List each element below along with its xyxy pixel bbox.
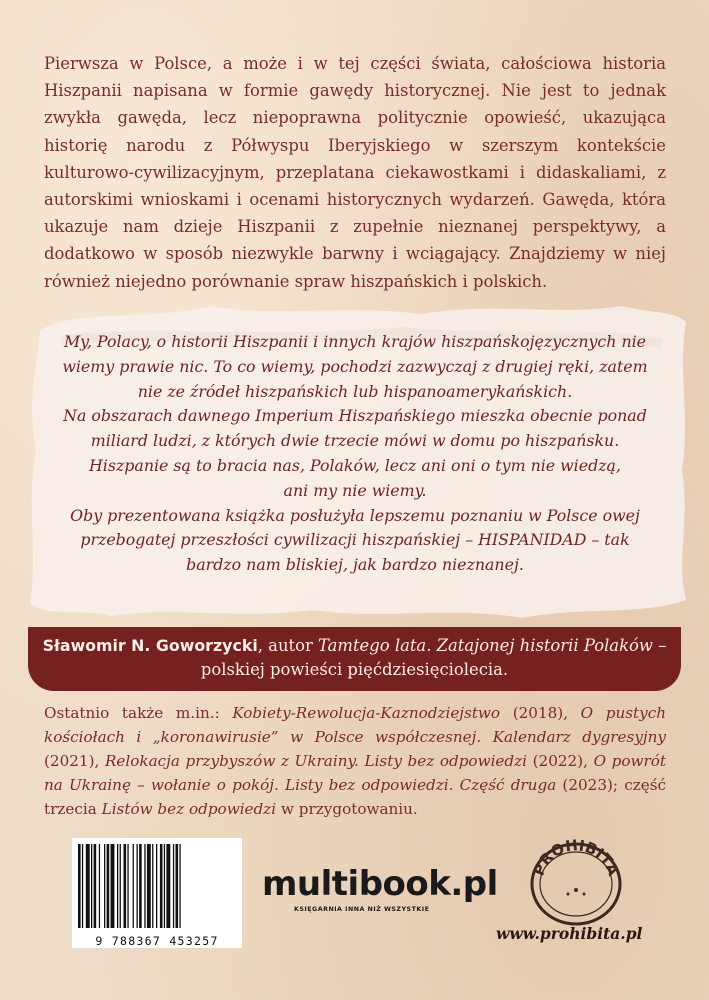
quote-block	[56, 330, 654, 578]
quote-line: wiemy prawie nic. To co wiemy, pochodzi zazwyczaj z drugiej ręki, zatem	[62, 356, 648, 376]
barcode-bar	[144, 844, 145, 928]
author-name: Sławomir N. Goworzycki	[42, 636, 258, 655]
barcode-bar	[147, 844, 151, 928]
quote-line: ani my nie wiemy.	[283, 480, 427, 500]
barcode-bar	[164, 844, 165, 928]
barcode-bar	[94, 844, 97, 928]
recent-outro: w przygotowaniu.	[276, 800, 418, 818]
barcode-bar	[156, 844, 157, 928]
recent-year: (2021),	[44, 752, 105, 770]
author-line-2: polskiej powieści pięćdziesięciolecia.	[200, 660, 509, 679]
barcode-bar	[166, 844, 170, 928]
isbn-barcode	[72, 838, 242, 948]
barcode-bar	[152, 844, 153, 928]
quote-line: nie ze źródeł hiszpańskich lub hispanoamerykańskich.	[137, 381, 573, 401]
author-dash: –	[652, 636, 667, 655]
publisher-url[interactable]: www.prohibita.pl	[496, 924, 643, 943]
quote-line: bardzo nam bliskiej, jak bardzo nieznanej.	[186, 555, 524, 575]
author-text: , autor	[257, 636, 318, 655]
multibook-tagline: KSIĘGARNIA INNA NIŻ WSZYSTKIE	[294, 906, 430, 913]
barcode-bar	[117, 844, 118, 928]
recent-year: (2023); część trzecia	[44, 776, 666, 818]
recent-works	[44, 701, 666, 821]
quote-line: My, Polacy, o historii Hiszpanii i innych krajów hiszpańskojęzycznych nie	[63, 332, 647, 351]
quote-line: miliard ludzi, z których dwie trzecie mówi w domu po hiszpańsku.	[90, 431, 620, 451]
barcode-bar	[160, 844, 163, 928]
recent-title: O pustych kościołach i „koronawirusie” w Polsce współczesnej. Kalendarz dygresyjny	[44, 704, 667, 746]
barcode-bar	[107, 844, 110, 928]
barcode-bar	[176, 844, 179, 928]
barcode-icon	[72, 838, 242, 934]
recent-intro: Ostatnio także m.in.:	[44, 704, 233, 722]
barcode-bar	[173, 844, 174, 928]
quote-line: Na obszarach dawnego Imperium Hiszpańskiego mieszka obecnie ponad	[63, 406, 647, 426]
recent-year: (2022),	[527, 752, 594, 770]
recent-title: Kobiety-Rewolucja-Kaznodziejstwo	[232, 704, 501, 722]
barcode-bar	[120, 844, 121, 928]
barcode-bar	[124, 844, 127, 928]
barcode-bar	[139, 844, 142, 928]
prohibita-stamp-icon	[516, 838, 636, 928]
barcode-bar	[127, 844, 128, 928]
recent-title: Listów bez odpowiedzi	[101, 800, 277, 818]
barcode-bar	[91, 844, 92, 928]
barcode-bar	[111, 844, 115, 928]
barcode-bar	[104, 844, 105, 928]
author-book-title: Tamtego lata. Zatajonej historii Polaków	[318, 636, 653, 655]
barcode-bar	[137, 844, 138, 928]
barcode-bar	[78, 844, 81, 928]
barcode-bar	[86, 844, 90, 928]
stamp-text: PROHIBITA	[529, 838, 623, 879]
barcode-bar	[82, 844, 83, 928]
barcode-bar	[133, 844, 134, 928]
barcode-bar	[179, 844, 180, 928]
quote-line: Oby prezentowana książka posłużyła lepszemu poznaniu w Polsce owej	[70, 505, 640, 525]
barcode-bar	[99, 844, 100, 928]
multibook-logo[interactable]: multibook.pl	[262, 864, 498, 904]
quote-line: Hiszpanie są to bracia nas, Polaków, lecz ani oni o tym nie wiedzą,	[89, 455, 621, 475]
recent-title: Relokacja przybyszów z Ukrainy. Listy bez odpowiedzi	[104, 752, 527, 770]
author-line-1	[28, 634, 681, 658]
author-band	[28, 627, 681, 691]
isbn-number: 9 788367 453257	[95, 934, 219, 948]
quote-line: przebogatej przeszłości cywilizacji hiszpańskiej – HISPANIDAD – tak	[80, 530, 630, 550]
recent-title: O powrót na Ukrainę – wołanie o pokój. Listy bez odpowiedzi. Część druga	[44, 752, 666, 794]
blurb-paragraph: Pierwsza w Polsce, a może i w tej części świata, całościowa historia Hiszpanii napisana w formie gawędy historycznej. Nie jest to jednak zwykła gawęda, lecz niepoprawna politycznie opowieść, ukazująca historię narodu z Półwyspu Iberyjskiego w szerszym kontekście kulturowo-cywilizacyjnym, przeplatana ciekawostkami i didaskaliami, z autorskimi wnioskami i ocenami historycznych wydarzeń. Gawęda, która ukazuje nam dzieje Hiszpanii z zupełnie nieznanej perspektywy, a dodatkowo w sposób niezwykle barwny i wciągający. Znajdziemy w niej również niejedno porównanie spraw hiszpańskich i polskich.	[44, 54, 666, 291]
recent-year: (2018),	[500, 704, 581, 722]
